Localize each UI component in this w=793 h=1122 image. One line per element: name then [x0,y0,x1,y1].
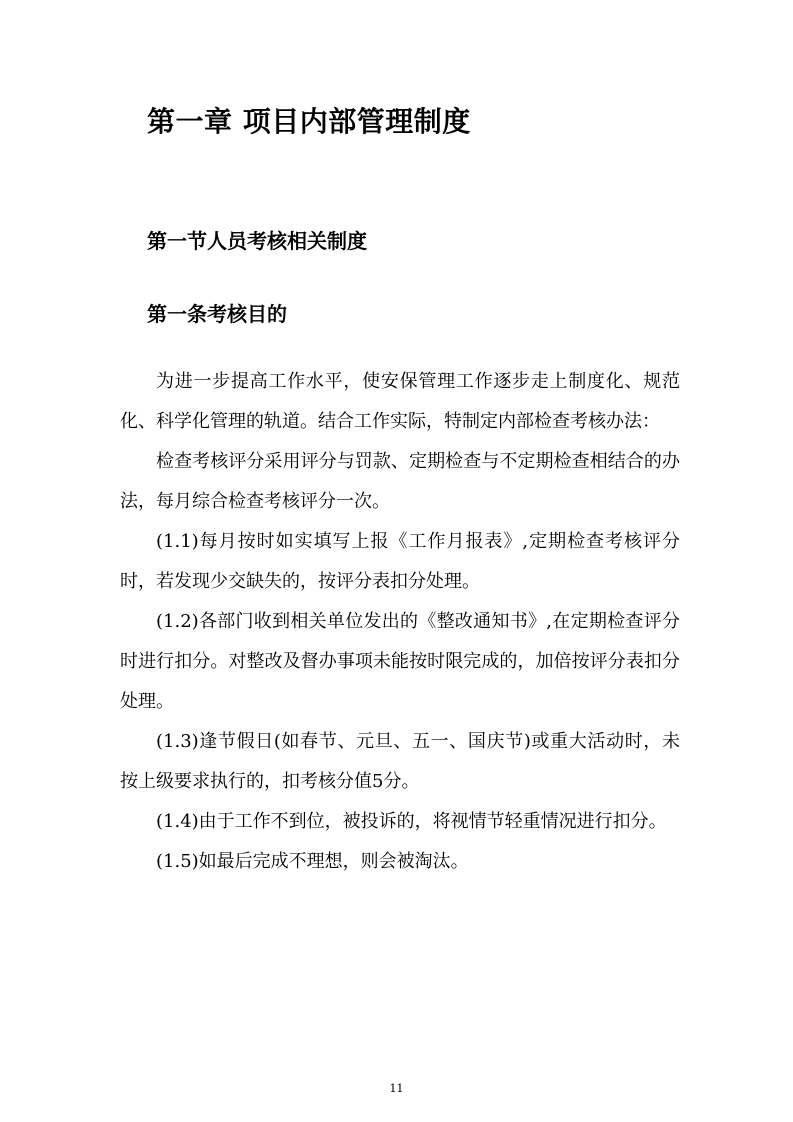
paragraph-item-1-4: (1.4)由于工作不到位，被投诉的，将视情节轻重情况进行扣分。 [156,811,667,832]
paragraph-item-1-3: (1.3)逢节假日(如春节、元旦、五一、国庆节)或重大活动时，未按上级要求执行的，扣考核分值5分。 [120,731,680,792]
article-title: 第一条考核目的 [147,302,287,326]
paragraph-method: 检查考核评分采用评分与罚款、定期检查与不定期检查相结合的办法，每月综合检查考核评分一次。 [120,451,680,512]
section-title: 第一节人员考核相关制度 [147,229,367,253]
paragraph-item-1-1: (1.1)每月按时如实填写上报《工作月报表》,定期检查考核评分时，若发现少交缺失的，按评分表扣分处理。 [120,531,680,592]
page-number: 11 [389,1082,404,1095]
chapter-title: 第一章 项目内部管理制度 [147,105,471,138]
paragraph-item-1-5: (1.5)如最后完成不理想，则会被淘汰。 [156,851,469,872]
article-body [120,362,680,882]
paragraph-item-1-2: (1.2)各部门收到相关单位发出的《整改通知书》,在定期检查评分时进行扣分。对整改及督办事项未能按时限完成的，加倍按评分表扣分处理。 [120,611,680,712]
paragraph-purpose: 为进一步提高工作水平，使安保管理工作逐步走上制度化、规范化、科学化管理的轨道。结合工作实际，特制定内部检查考核办法： [120,371,680,432]
